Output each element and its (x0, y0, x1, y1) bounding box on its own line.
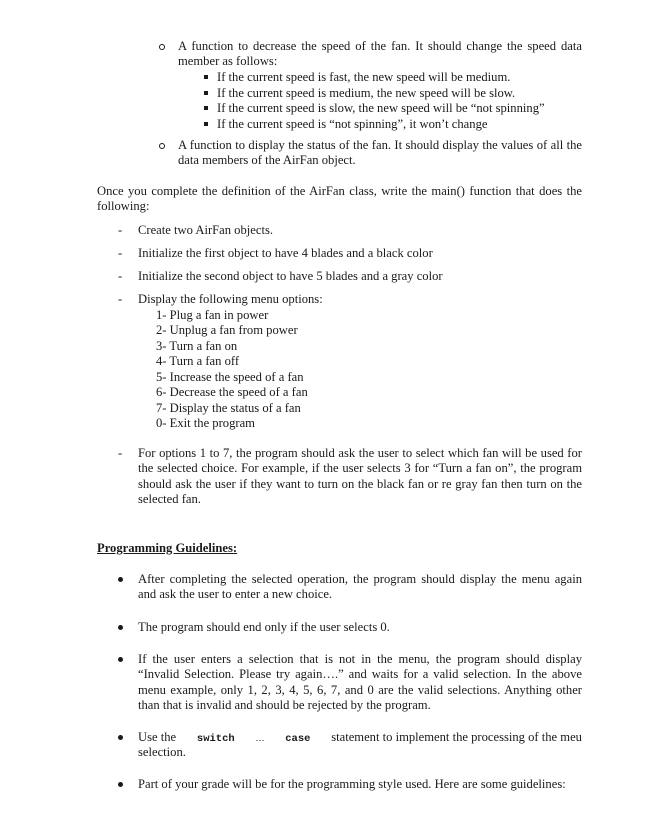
menu-option: 2- Unplug a fan from power (156, 323, 298, 337)
guideline-end-on-zero: The program should end only if the user selects 0. (138, 620, 390, 634)
switch-case-ellipsis: … (255, 733, 265, 743)
menu-option: 0- Exit the program (156, 416, 255, 430)
speed-rule-4: If the current speed is “not spinning”, it won’t change (217, 117, 488, 131)
step-create-objects: Create two AirFan objects. (138, 223, 274, 237)
bullet-icon (118, 657, 123, 662)
square-bullet-icon (204, 106, 208, 110)
step-display-menu: Display the following menu options: (138, 292, 323, 306)
speed-rule-1: If the current speed is fast, the new speed will be medium. (217, 70, 511, 84)
switch-case-text-before: Use the (138, 730, 177, 744)
bullet-icon (118, 782, 123, 787)
square-bullet-icon (204, 75, 208, 79)
switch-keyword: switch (196, 733, 235, 745)
circle-bullet-icon (159, 44, 165, 50)
menu-option: 4- Turn a fan off (156, 354, 240, 368)
step-init-second: Initialize the second object to have 5 blades and a gray color (138, 269, 443, 283)
guidelines-heading: Programming Guidelines: (97, 541, 238, 555)
bullet-icon (118, 577, 123, 582)
step-init-first: Initialize the first object to have 4 blades and a black color (138, 246, 433, 260)
speed-rule-2: If the current speed is medium, the new speed will be slow. (217, 86, 516, 100)
dash-bullet-icon: - (118, 269, 123, 283)
guideline-display-menu-again: After completing the selected operation, the program should display the menu again and ask the user to enter a new choice. (138, 572, 582, 602)
guideline-programming-style: Part of your grade will be for the programming style used. Here are some guidelines: (138, 777, 566, 791)
dash-bullet-icon: - (118, 446, 123, 460)
bullet-icon (118, 625, 123, 630)
guideline-switch-case (138, 730, 582, 747)
dash-bullet-icon: - (118, 246, 123, 260)
speed-rule-3: If the current speed is slow, the new speed will be “not spinning” (217, 101, 545, 115)
circle-bullet-icon (159, 143, 165, 149)
square-bullet-icon (204, 91, 208, 95)
dash-bullet-icon: - (118, 223, 123, 237)
options-note: For options 1 to 7, the program should ask the user to select which fan will be used for the selected choice. For example, if the user selects 3 for “Turn a fan on”, the program should ask the user if they want to turn on the black fan or re gray fan then turn on the selected fan. (138, 446, 582, 507)
main-function-intro: Once you complete the definition of the AirFan class, write the main() function that does the following: (97, 184, 582, 214)
switch-case-text-after: statement to implement the processing of the meu (331, 730, 582, 744)
menu-option: 6- Decrease the speed of a fan (156, 385, 308, 399)
case-keyword: case (285, 733, 311, 745)
menu-option: 3- Turn a fan on (156, 339, 238, 353)
menu-option: 5- Increase the speed of a fan (156, 370, 304, 384)
dash-bullet-icon: - (118, 292, 123, 306)
menu-option: 1- Plug a fan in power (156, 308, 269, 322)
guideline-invalid-selection: If the user enters a selection that is not in the menu, the program should display “Invalid Selection. Please try again….” and waits for a valid selection. In the above menu example, only 1, 2, 3, 4, 5, 6, 7, and 0 are the valid selections. Anything other than that is invalid and should be rejected by the program. (138, 652, 582, 713)
square-bullet-icon (204, 122, 208, 126)
bullet-icon (118, 735, 123, 740)
function-decrease-speed: A function to decrease the speed of the fan. It should change the speed data member as follows: (178, 39, 582, 69)
function-display-status: A function to display the status of the fan. It should display the values of all the data members of the AirFan object. (178, 138, 582, 168)
menu-option: 7- Display the status of a fan (156, 401, 301, 415)
switch-case-line2: selection. (138, 745, 186, 759)
